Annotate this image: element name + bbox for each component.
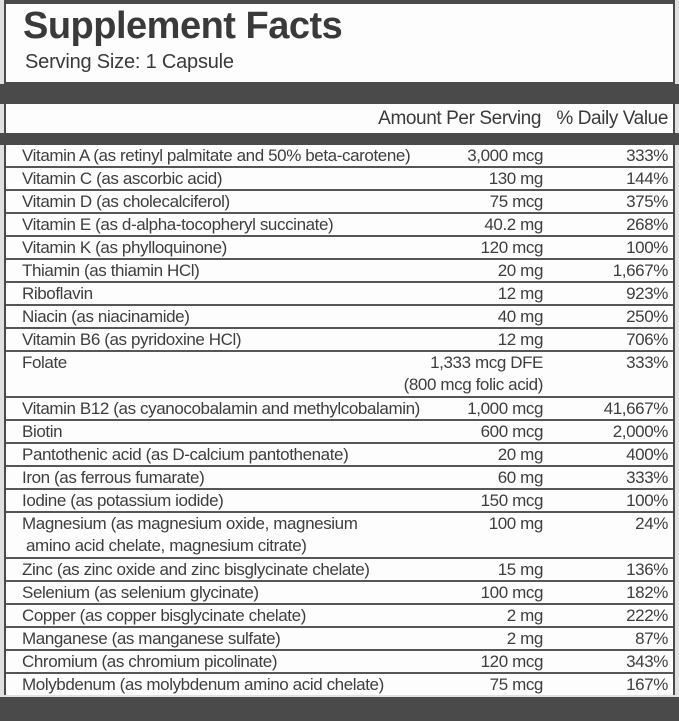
- nutrient-daily-value: 1,667%: [612, 261, 668, 280]
- nutrient-daily-value: 268%: [626, 215, 668, 234]
- nutrient-name: Riboflavin: [22, 284, 93, 303]
- nutrient-daily-value: 136%: [626, 560, 668, 579]
- divider-bar-top: [0, 84, 679, 104]
- nutrient-amount: 120 mcg: [480, 652, 543, 671]
- nutrient-name: Vitamin A (as retinyl palmitate and 50% beta-carotene): [22, 146, 411, 165]
- nutrient-name: Thiamin (as thiamin HCl): [22, 261, 200, 280]
- nutrient-daily-value: 400%: [626, 445, 668, 464]
- nutrient-daily-value: 182%: [626, 583, 668, 602]
- nutrient-name-line2: amino acid chelate, magnesium citrate): [26, 536, 307, 555]
- divider-bar-bottom: [0, 697, 679, 721]
- nutrient-daily-value: 144%: [626, 169, 668, 188]
- nutrient-amount: 12 mg: [497, 284, 543, 303]
- table-row: [6, 421, 673, 444]
- table-row: [6, 283, 673, 306]
- title-panel: [4, 0, 675, 84]
- nutrient-amount: 40 mg: [497, 307, 543, 326]
- nutrient-daily-value: 250%: [626, 307, 668, 326]
- table-row: [6, 214, 673, 237]
- nutrient-daily-value: 923%: [626, 284, 668, 303]
- column-header-row: [4, 104, 675, 133]
- nutrient-name: Vitamin C (as ascorbic acid): [22, 169, 223, 188]
- table-row: [6, 513, 673, 559]
- nutrient-amount: 3,000 mcg: [467, 146, 543, 165]
- nutrient-amount: 2 mg: [506, 606, 543, 625]
- nutrient-name: Biotin: [22, 422, 63, 441]
- nutrient-amount: 2 mg: [506, 629, 543, 648]
- nutrient-amount: 75 mcg: [489, 675, 543, 694]
- nutrient-name: Iron (as ferrous fumarate): [22, 468, 205, 487]
- table-row: [6, 352, 673, 398]
- table-row: [6, 398, 673, 421]
- nutrient-daily-value: 87%: [635, 629, 668, 648]
- nutrient-daily-value: 343%: [626, 652, 668, 671]
- table-row: [6, 674, 673, 695]
- nutrient-daily-value: 375%: [626, 192, 668, 211]
- nutrient-amount-line2: (800 mcg folic acid): [403, 375, 543, 394]
- table-row: [6, 168, 673, 191]
- nutrient-amount: 40.2 mg: [484, 215, 543, 234]
- table-row: [6, 444, 673, 467]
- nutrient-name: Chromium (as chromium picolinate): [22, 652, 278, 671]
- nutrient-daily-value: 41,667%: [603, 399, 668, 418]
- divider-bar-middle: [0, 133, 679, 145]
- table-row: [6, 191, 673, 214]
- nutrient-name: Molybdenum (as molybdenum amino acid chelate): [22, 675, 384, 694]
- column-header-amount: Amount Per Serving: [378, 108, 541, 129]
- nutrient-amount: 120 mcg: [480, 238, 543, 257]
- nutrient-amount: 1,333 mcg DFE: [430, 353, 543, 372]
- table-row: [6, 651, 673, 674]
- table-row: [6, 260, 673, 283]
- nutrient-name: Zinc (as zinc oxide and zinc bisglycinate chelate): [22, 560, 370, 579]
- nutrient-name: Folate: [22, 353, 67, 372]
- nutrient-amount: 20 mg: [497, 445, 543, 464]
- nutrient-name: Niacin (as niacinamide): [22, 307, 190, 326]
- nutrient-amount: 20 mg: [497, 261, 543, 280]
- table-row: [6, 467, 673, 490]
- nutrient-daily-value: 2,000%: [612, 422, 668, 441]
- table-row: [6, 628, 673, 651]
- nutrient-amount: 60 mg: [497, 468, 543, 487]
- nutrient-name: Vitamin K (as phylloquinone): [22, 238, 227, 257]
- nutrient-daily-value: 333%: [626, 468, 668, 487]
- nutrient-daily-value: 24%: [635, 514, 668, 533]
- nutrient-daily-value: 222%: [626, 606, 668, 625]
- table-row: [6, 582, 673, 605]
- nutrient-daily-value: 167%: [626, 675, 668, 694]
- nutrient-daily-value: 333%: [626, 353, 668, 372]
- table-row: [6, 559, 673, 582]
- nutrient-daily-value: 706%: [626, 330, 668, 349]
- nutrient-amount: 100 mg: [488, 514, 543, 533]
- nutrient-name: Magnesium (as magnesium oxide, magnesium: [22, 514, 358, 533]
- table-row: [6, 237, 673, 260]
- table-row: [6, 490, 673, 513]
- nutrient-daily-value: 100%: [626, 238, 668, 257]
- nutrient-amount: 75 mcg: [489, 192, 543, 211]
- nutrient-name: Copper (as copper bisglycinate chelate): [22, 606, 306, 625]
- nutrient-name: Vitamin E (as d-alpha-tocopheryl succinate): [22, 215, 334, 234]
- facts-table: [4, 145, 675, 695]
- nutrient-daily-value: 333%: [626, 146, 668, 165]
- nutrient-name: Vitamin D (as cholecalciferol): [22, 192, 230, 211]
- serving-size-text: Serving Size: 1 Capsule: [25, 50, 234, 73]
- nutrient-name: Vitamin B6 (as pyridoxine HCl): [22, 330, 242, 349]
- page-title: Supplement Facts: [23, 5, 343, 47]
- table-row: [6, 329, 673, 352]
- nutrient-amount: 130 mg: [488, 169, 543, 188]
- nutrient-amount: 150 mcg: [480, 491, 543, 510]
- nutrient-daily-value: 100%: [626, 491, 668, 510]
- table-row: [6, 145, 673, 168]
- nutrient-amount: 15 mg: [497, 560, 543, 579]
- table-row: [6, 605, 673, 628]
- nutrient-name: Selenium (as selenium glycinate): [22, 583, 259, 602]
- nutrient-name: Vitamin B12 (as cyanocobalamin and methylcobalamin): [22, 399, 420, 418]
- nutrient-name: Iodine (as potassium iodide): [22, 491, 224, 510]
- column-header-daily-value: % Daily Value: [556, 108, 668, 129]
- nutrient-amount: 600 mcg: [480, 422, 543, 441]
- nutrient-name: Pantothenic acid (as D-calcium pantothenate): [22, 445, 349, 464]
- nutrient-amount: 1,000 mcg: [467, 399, 543, 418]
- table-row: [6, 306, 673, 329]
- nutrient-amount: 12 mg: [497, 330, 543, 349]
- nutrient-name: Manganese (as manganese sulfate): [22, 629, 281, 648]
- nutrient-amount: 100 mcg: [480, 583, 543, 602]
